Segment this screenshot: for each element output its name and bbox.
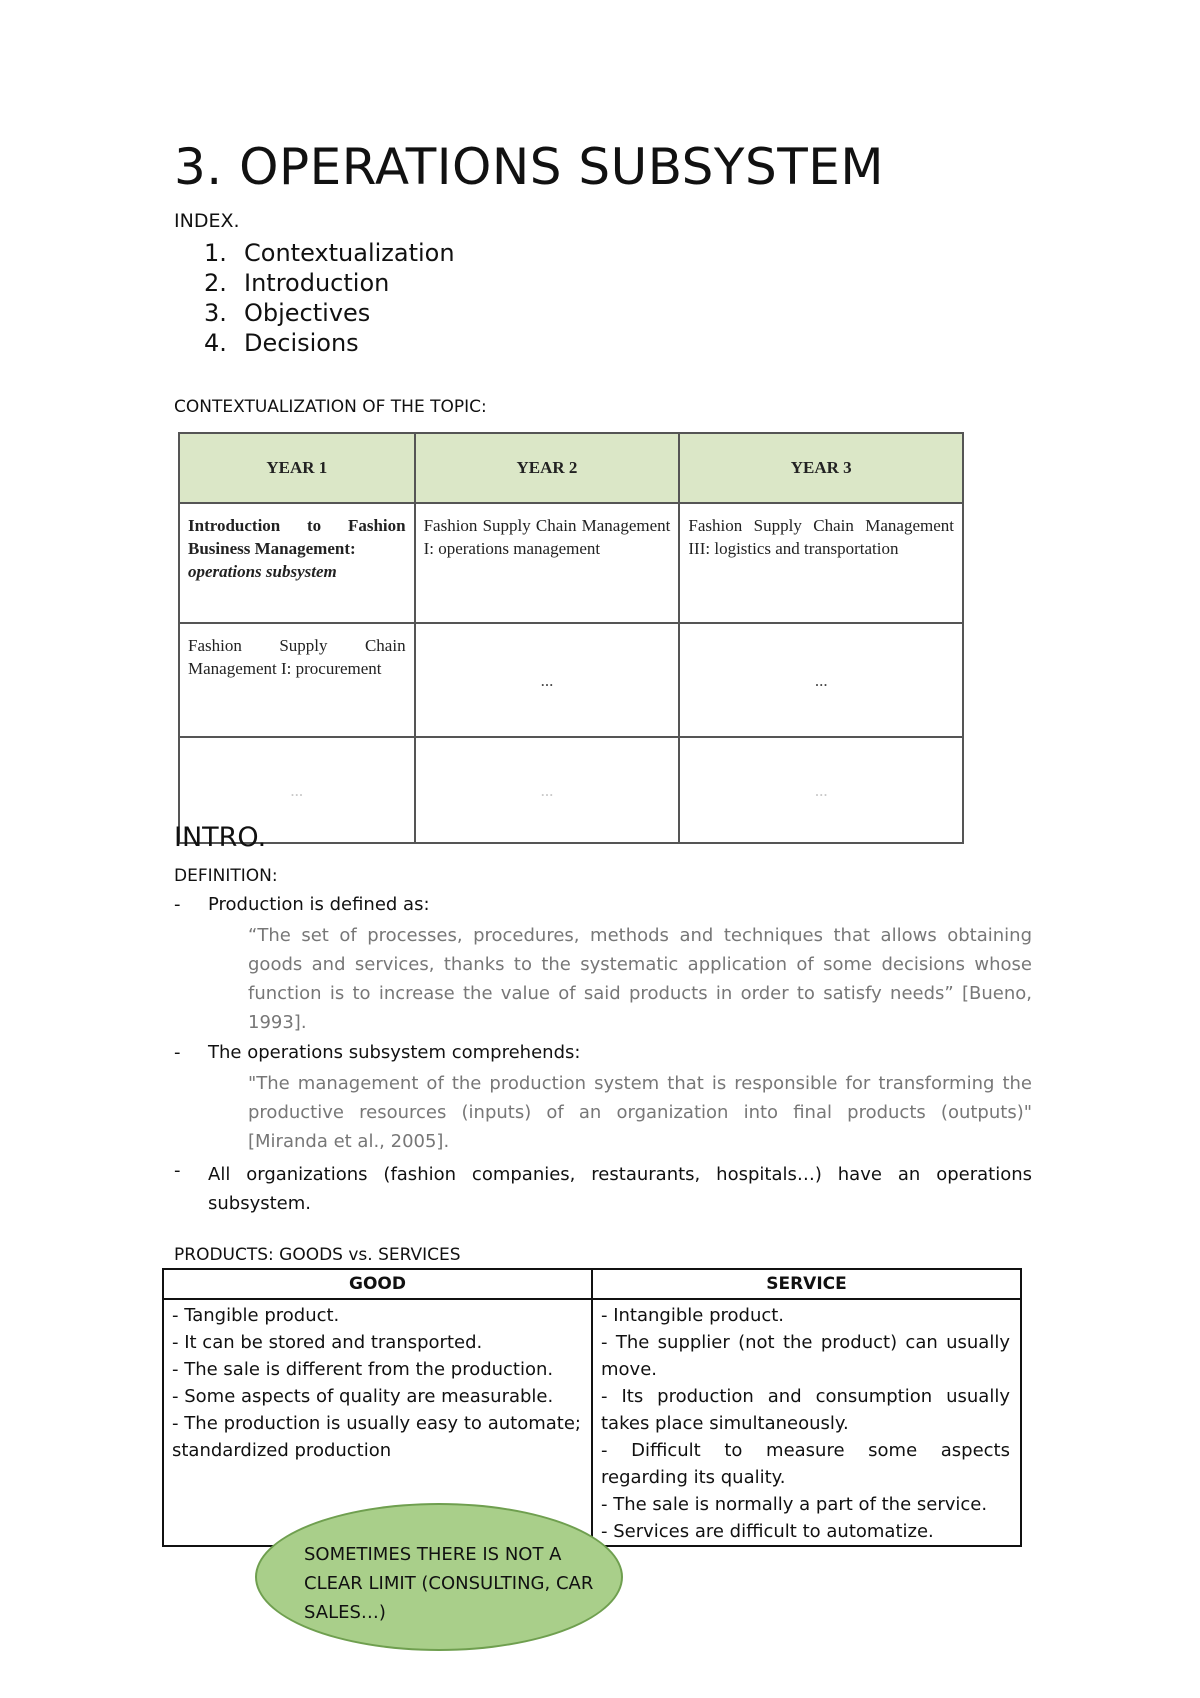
goods-services-table [162,1268,1022,1547]
bullet-text: The operations subsystem comprehends: [208,1042,581,1063]
list-label: Introduction [244,269,390,297]
bullet-dash: - [174,1042,181,1063]
table-cell: Fashion Supply Chain Management I: procurement [179,623,415,737]
service-item: - Its production and consumption usually takes place simultaneously. [601,1386,1010,1434]
section-title-intro: INTRO. [174,822,267,853]
good-item: - Some aspects of quality are measurable. [172,1386,554,1407]
table-row [179,623,963,737]
table-row [179,503,963,623]
table-cell: Fashion Supply Chain Management I: operations management [415,503,680,623]
table-header-row [163,1269,1021,1299]
years-table [178,432,964,844]
table-cell: ... [415,623,680,737]
service-item: - Intangible product. [601,1305,785,1326]
service-item: - The sale is normally a part of the service. [601,1494,988,1515]
section-label-products: PRODUCTS: GOODS vs. SERVICES [174,1245,461,1265]
list-item [204,328,455,358]
table-cell: ... [679,623,963,737]
table-row [163,1299,1021,1546]
header-good: GOOD [163,1269,592,1299]
service-cell [592,1299,1021,1546]
definition-label: DEFINITION: [174,866,278,886]
cell-bold-text: Introduction to Fashion Business Management: [188,516,406,558]
header-year-1: YEAR 1 [179,433,415,503]
good-item: - Tangible product. [172,1305,340,1326]
table-cell [179,503,415,623]
table-cell: Fashion Supply Chain Management III: logistics and transportation [679,503,963,623]
page-title: 3. OPERATIONS SUBSYSTEM [174,138,884,196]
bullet-text: All organizations (fashion companies, restaurants, hospitals…) have an operations subsystem. [208,1164,1032,1214]
good-item: - The production is usually easy to automate; standardized production [172,1413,581,1461]
list-item [204,238,455,268]
service-item: - The supplier (not the product) can usually move. [601,1332,1010,1380]
index-list [204,238,455,358]
bullet-dash: - [174,1160,181,1181]
table-header-row [179,433,963,503]
list-label: Decisions [244,329,359,357]
list-label: Objectives [244,299,371,327]
list-item [204,298,455,328]
table-cell: ... [179,737,415,843]
table-row [179,737,963,843]
list-number: 2. [204,269,227,297]
index-label: INDEX. [174,210,240,232]
bullet-dash: - [174,894,181,915]
list-item [204,268,455,298]
cell-italic-text: operations subsystem [188,562,337,581]
good-item: - The sale is different from the production. [172,1359,554,1380]
list-number: 3. [204,299,227,327]
bullet-text: Production is defined as: [208,894,430,915]
table-cell: ... [679,737,963,843]
header-service: SERVICE [592,1269,1021,1299]
list-label: Contextualization [244,239,455,267]
list-number: 4. [204,329,227,357]
header-year-2: YEAR 2 [415,433,680,503]
section-label-context: CONTEXTUALIZATION OF THE TOPIC: [174,397,487,417]
service-item: - Services are difficult to automatize. [601,1521,934,1542]
callout-text: SOMETIMES THERE IS NOT A CLEAR LIMIT (CONSULTING, CAR SALES…) [304,1544,594,1623]
table-cell: ... [415,737,680,843]
quote-bueno: “The set of processes, procedures, methods and techniques that allows obtaining goods and services, thanks to the systematic application of some decisions whose function is to increase the value of said products in order to satisfy needs” [Bueno, 1993]. [248,925,1032,1033]
list-number: 1. [204,239,227,267]
header-year-3: YEAR 3 [679,433,963,503]
good-item: - It can be stored and transported. [172,1332,483,1353]
quote-miranda: "The management of the production system that is responsible for transforming the productive resources (inputs) of an organization into final products (outputs)" [Miranda et al., 2005]. [248,1073,1032,1152]
service-item: - Difficult to measure some aspects regarding its quality. [601,1440,1010,1488]
